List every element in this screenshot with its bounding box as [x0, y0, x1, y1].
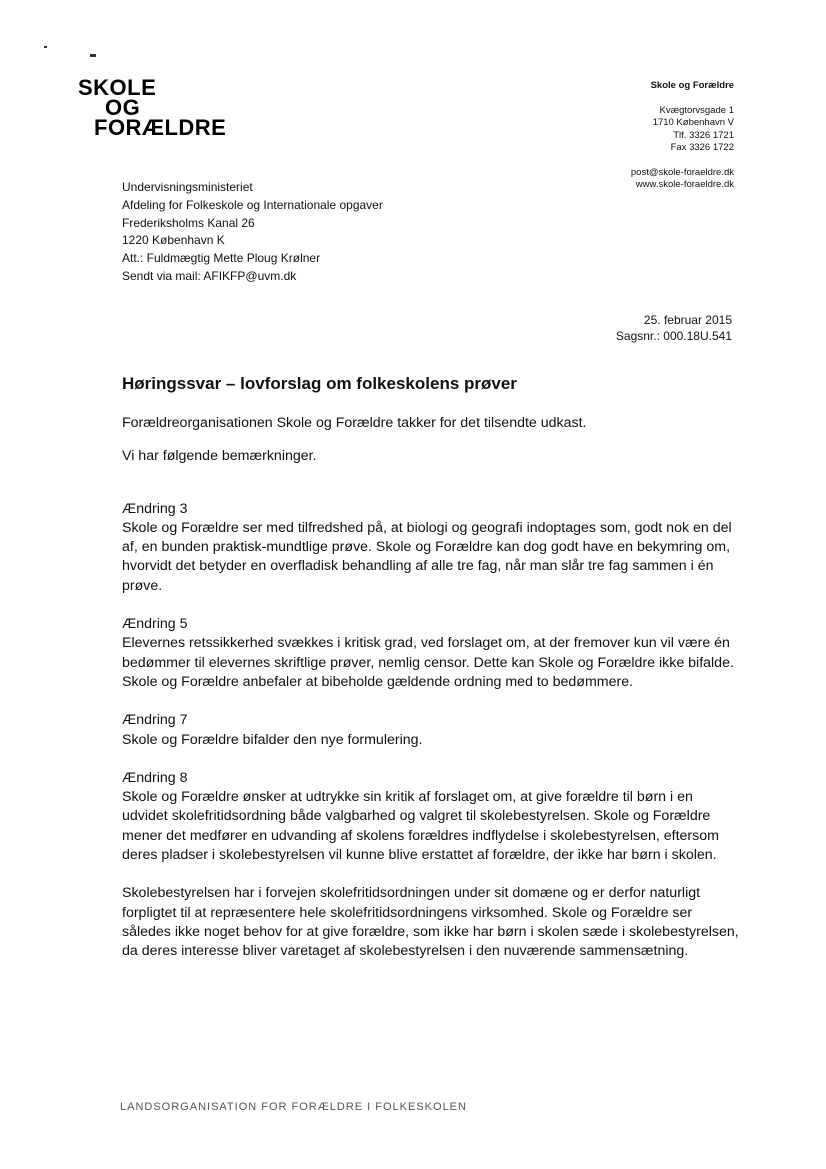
section-text: Skole og Forældre ser med tilfredshed på, at biologi og geografi indoptages som, godt nok en del af, en bunden praktisk-mundtlige prøve. Skole og Forældre kan dog godt have en bekymring om, hvorvidt det betyder en overfladisk behandling af alle tre fag, når man slår tre fag sammen i én prøve. — [122, 519, 732, 594]
date-block — [616, 312, 732, 344]
sender-name: Skole og Forældre — [650, 80, 734, 91]
sender-block — [631, 80, 734, 192]
recipient-line: Sendt via mail: AFIKFP@uvm.dk — [122, 268, 297, 283]
sender-city: 1710 København V — [652, 117, 734, 128]
remarks-paragraph: Vi har følgende bemærkninger. — [122, 448, 317, 465]
recipient-line: Att.: Fuldmægtig Mette Ploug Krølner — [122, 251, 321, 266]
sender-street: Kvægtorvsgade 1 — [659, 104, 734, 116]
organization-logo — [78, 75, 258, 140]
section-text: Skole og Forældre bifalder den nye formulering. — [122, 731, 423, 748]
logo-line-1: SKOLE — [78, 75, 157, 100]
case-number: Sagsnr.: 000.18U.541 — [615, 329, 732, 343]
section-amendment-8 — [122, 769, 742, 865]
recipient-address — [122, 179, 383, 286]
recipient-line: Undervisningsministeriet — [122, 180, 253, 194]
section-heading: Ændring 8 — [122, 769, 188, 786]
section-text: Elevernes retssikkerhed svækkes i kritisk grad, ved forslaget om, at der fremover kun vil være én bedømmer til elevernes skriftlige prøver, nemlig censor. Dette kan Skole og Forældre ikke bifalde. Skole og Forældre anbefaler at bibeholde gældende ordning med to bedømmere. — [122, 635, 734, 690]
footer-tagline: LANDSORGANISATION FOR FORÆLDRE I FOLKESKOLEN — [120, 1101, 467, 1113]
section-amendment-7 — [122, 711, 742, 750]
section-text: Skole og Forældre ønsker at udtrykke sin kritik af forslaget om, at give forældre til børn i en udvidet skolefritidsordning både valgbarhed og valgret til skolebestyrelsen. Skole og Forældre mener det medfører en udvanding af skolens forældres indflydelse i skolebestyrelsen, eftersom deres pladser i skolebestyrelsen vil kunne blive erstattet af forældre, der ikke har børn i skolen. — [122, 789, 719, 864]
intro-paragraph: Forældreorganisationen Skole og Forældre takker for det tilsendte udkast. — [122, 415, 587, 431]
section-heading: Ændring 3 — [122, 500, 188, 517]
section-amendment-3 — [122, 500, 742, 596]
logo-line-3: FORÆLDRE — [94, 115, 227, 140]
section-heading: Ændring 5 — [122, 616, 188, 633]
letter-date: 25. februar 2015 — [643, 313, 732, 327]
sender-phone: Tlf. 3326 1721 — [673, 129, 734, 141]
sender-email: post@skole-foraeldre.dk — [630, 166, 734, 178]
recipient-line: 1220 København K — [122, 233, 225, 248]
letter-body — [122, 414, 742, 962]
recipient-line: Afdeling for Folkeskole og Internationale opgaver — [122, 197, 383, 212]
sender-website: www.skole-foraeldre.dk — [635, 179, 734, 190]
section-heading: Ændring 7 — [122, 712, 188, 729]
scan-marks — [40, 44, 100, 58]
sender-fax: Fax 3326 1722 — [670, 142, 734, 153]
letter-title: Høringssvar – lovforslag om folkeskolens prøver — [122, 374, 517, 393]
closing-paragraph: Skolebestyrelsen har i forvejen skolefritidsordningen under sit domæne og er derfor naturligt forpligtet til at repræsentere hele skolefritidsordningens virksomhed. Skole og Forældre ser således ikke noget behov for at give forældre, som ikke har børn i skolen sæde i skolebestyrelsen, da deres interesse bliver varetaget af skolebestyrelsen i den nuværende sammensætning. — [122, 885, 739, 960]
recipient-line: Frederiksholms Kanal 26 — [122, 215, 255, 230]
section-amendment-5 — [122, 615, 742, 692]
logo-line-2: OG — [105, 95, 141, 120]
